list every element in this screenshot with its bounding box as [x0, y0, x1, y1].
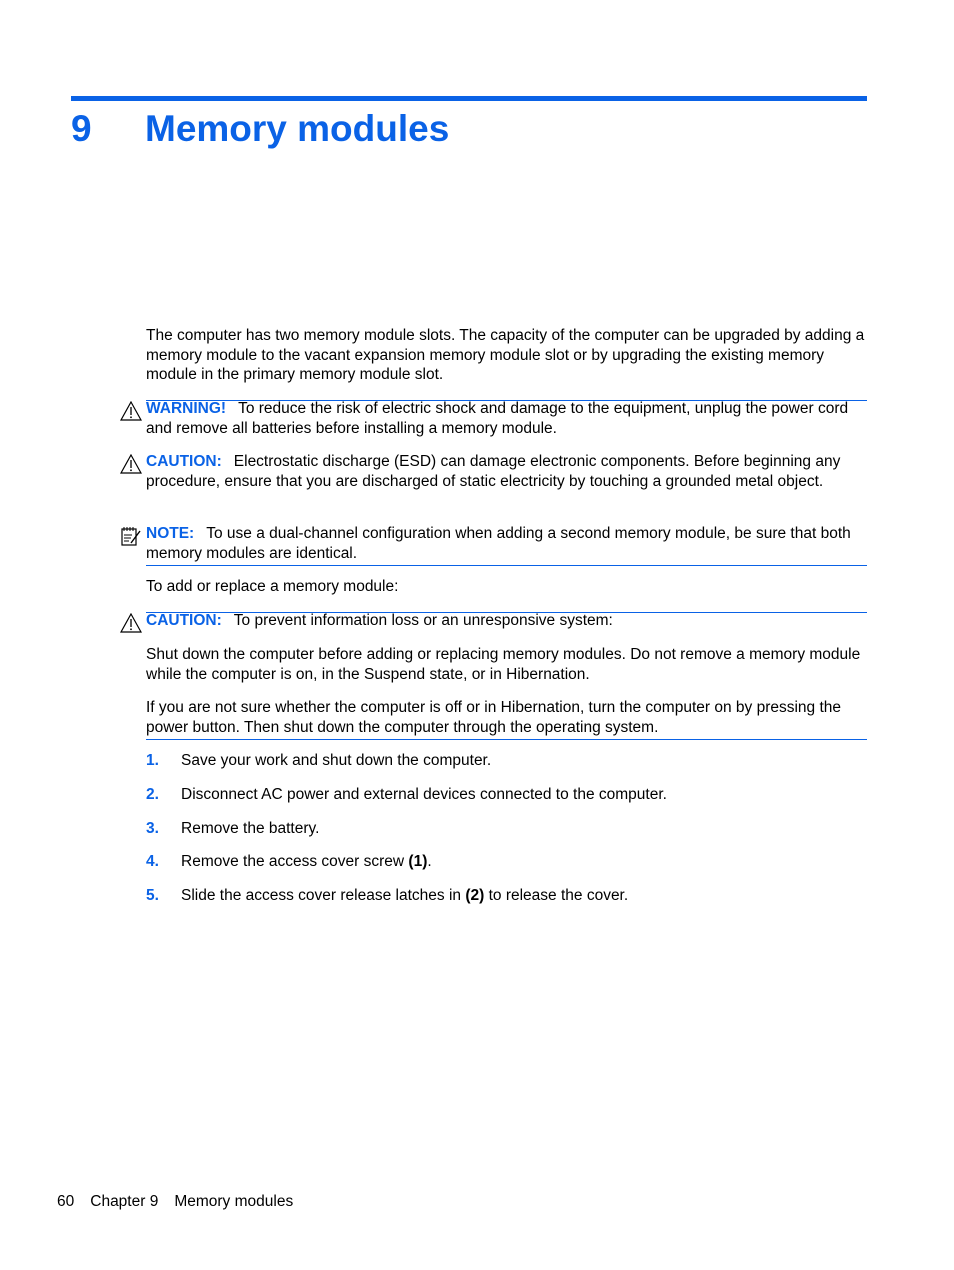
- step-number: 3.: [146, 820, 159, 837]
- note-bottom-rule: [146, 565, 867, 566]
- caution-text: Electrostatic discharge (ESD) can damage electronic components. Before beginning any procedure, ensure that you are discharged of static electricity by touching a grounded metal object.: [146, 453, 841, 490]
- procedure-intro: [146, 577, 867, 597]
- step-number: 5.: [146, 887, 159, 904]
- warning-label: WARNING!: [146, 400, 227, 417]
- caution-bottom-rule: [146, 739, 867, 740]
- caution-notice-data-loss: [146, 611, 867, 631]
- caution-paragraph-2: [146, 698, 867, 737]
- step-text: [181, 886, 628, 906]
- caution-triangle-icon: [120, 454, 142, 474]
- step-number: 1.: [146, 752, 159, 769]
- intro-paragraph: [146, 326, 867, 385]
- note-notice: [146, 524, 867, 563]
- note-label: NOTE:: [146, 525, 195, 542]
- step-text-end: .: [427, 853, 432, 870]
- warning-text: To reduce the risk of electric shock and damage to the equipment, unplug the power cord and remove all batteries before installing a memory module.: [146, 400, 849, 437]
- step-text-start: Slide the access cover release latches in: [181, 887, 466, 904]
- page-footer: [57, 1192, 309, 1212]
- procedure-intro-text: To add or replace a memory module:: [146, 578, 399, 595]
- intro-text: The computer has two memory module slots. The capacity of the computer can be upgraded by adding a memory module to the vacant expansion memory module slot or by upgrading the existing memory module in the primary memory module slot.: [146, 327, 865, 383]
- step-number: 4.: [146, 853, 159, 870]
- footer-chapter: Chapter 9: [90, 1193, 159, 1210]
- caution-paragraph-1-text: Shut down the computer before adding or replacing memory modules. Do not remove a memory module while the computer is on, in the Suspend state, or in Hibernation.: [146, 646, 861, 683]
- caution-paragraph-2-text: If you are not sure whether the computer is off or in Hibernation, turn the computer on by pressing the power button. Then shut down the computer through the operating system.: [146, 699, 842, 736]
- caution-label: CAUTION:: [146, 612, 222, 629]
- warning-notice: [146, 399, 867, 438]
- note-pad-icon: [120, 526, 142, 546]
- chapter-top-rule: [71, 96, 867, 101]
- callout-number: (1): [408, 853, 428, 870]
- caution-triangle-icon: [120, 613, 142, 633]
- chapter-heading: [71, 106, 449, 152]
- caution-text: To prevent information loss or an unresponsive system:: [233, 612, 613, 629]
- step-text: Disconnect AC power and external devices connected to the computer.: [181, 786, 667, 803]
- footer-title: Memory modules: [174, 1193, 294, 1210]
- step-text: Remove the battery.: [181, 820, 320, 837]
- caution-label: CAUTION:: [146, 453, 222, 470]
- caution-paragraph-1: [146, 645, 867, 684]
- step-text-end: to release the cover.: [484, 887, 629, 904]
- chapter-title: Memory modules: [145, 108, 450, 149]
- step-text-start: Remove the access cover screw: [181, 853, 409, 870]
- chapter-number: 9: [71, 108, 92, 149]
- callout-number: (2): [465, 887, 485, 904]
- warning-triangle-icon: [120, 401, 142, 421]
- step-text: Save your work and shut down the computer.: [181, 752, 492, 769]
- note-text: To use a dual-channel configuration when adding a second memory module, be sure that both memory modules are identical.: [146, 525, 851, 562]
- page-number: 60: [57, 1193, 75, 1210]
- step-text: [181, 852, 432, 872]
- caution-notice-esd: [146, 452, 867, 491]
- step-number: 2.: [146, 786, 159, 803]
